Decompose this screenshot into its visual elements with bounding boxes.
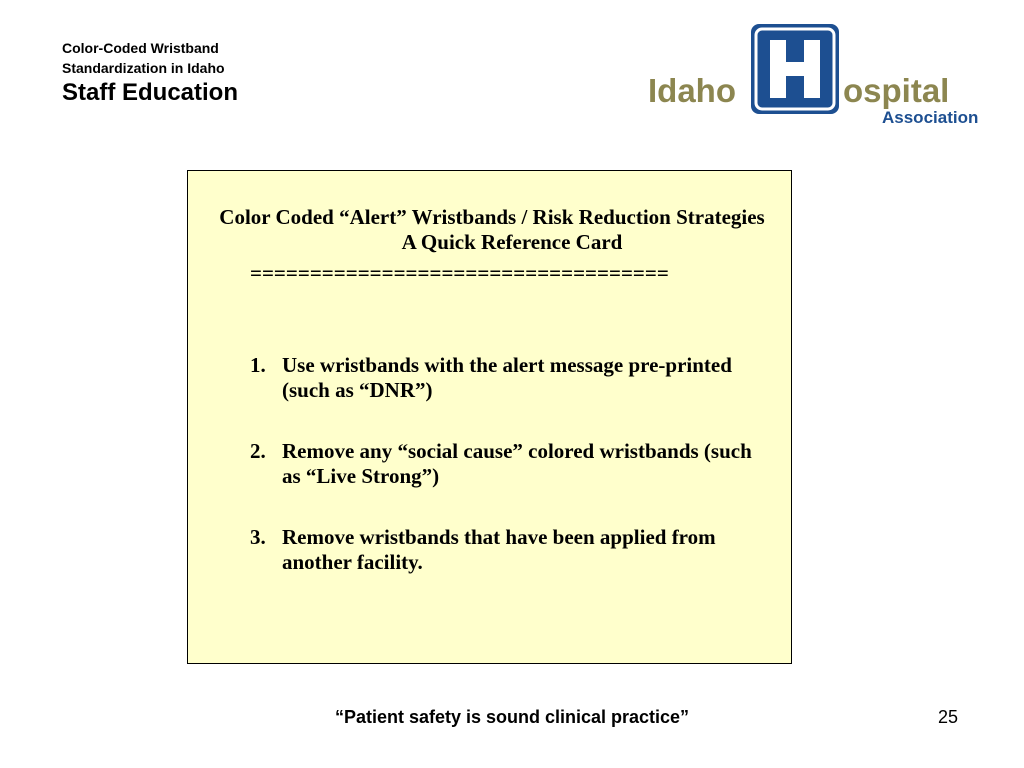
logo-word-idaho: Idaho: [648, 72, 736, 109]
reference-card: [187, 170, 792, 664]
logo-word-association: Association: [882, 108, 979, 127]
card-title: Color Coded “Alert” Wristbands / Risk Reduction Strategies A Quick Reference Card: [219, 205, 765, 254]
list-item: [250, 525, 755, 575]
list-item-number: 3.: [250, 525, 266, 549]
card-divider: ===================================: [250, 261, 669, 285]
header-line-2: Standardization in Idaho: [62, 60, 225, 76]
page-number: 25: [938, 707, 959, 727]
list-item-number: 2.: [250, 439, 266, 463]
list-item-number: 1.: [250, 353, 266, 377]
header-line-1: Color-Coded Wristband: [62, 40, 219, 56]
list-item: [250, 353, 755, 403]
slide-title: Staff Education: [62, 79, 239, 106]
logo-h-box: [751, 24, 839, 114]
card-list: [250, 353, 755, 611]
logo-h-letter: [751, 24, 839, 114]
footer-quote: “Patient safety is sound clinical practice”: [334, 707, 690, 727]
slide-header: [62, 38, 238, 108]
logo-word-hospital: ospital: [843, 72, 950, 109]
list-item: [250, 439, 755, 489]
list-item-text: Use wristbands with the alert message pre-printed (such as “DNR”): [282, 353, 732, 402]
list-item-text: Remove wristbands that have been applied from another facility.: [282, 525, 716, 574]
list-item-text: Remove any “social cause” colored wristbands (such as “Live Strong”): [282, 439, 752, 488]
idaho-hospital-association-logo: [645, 24, 995, 127]
